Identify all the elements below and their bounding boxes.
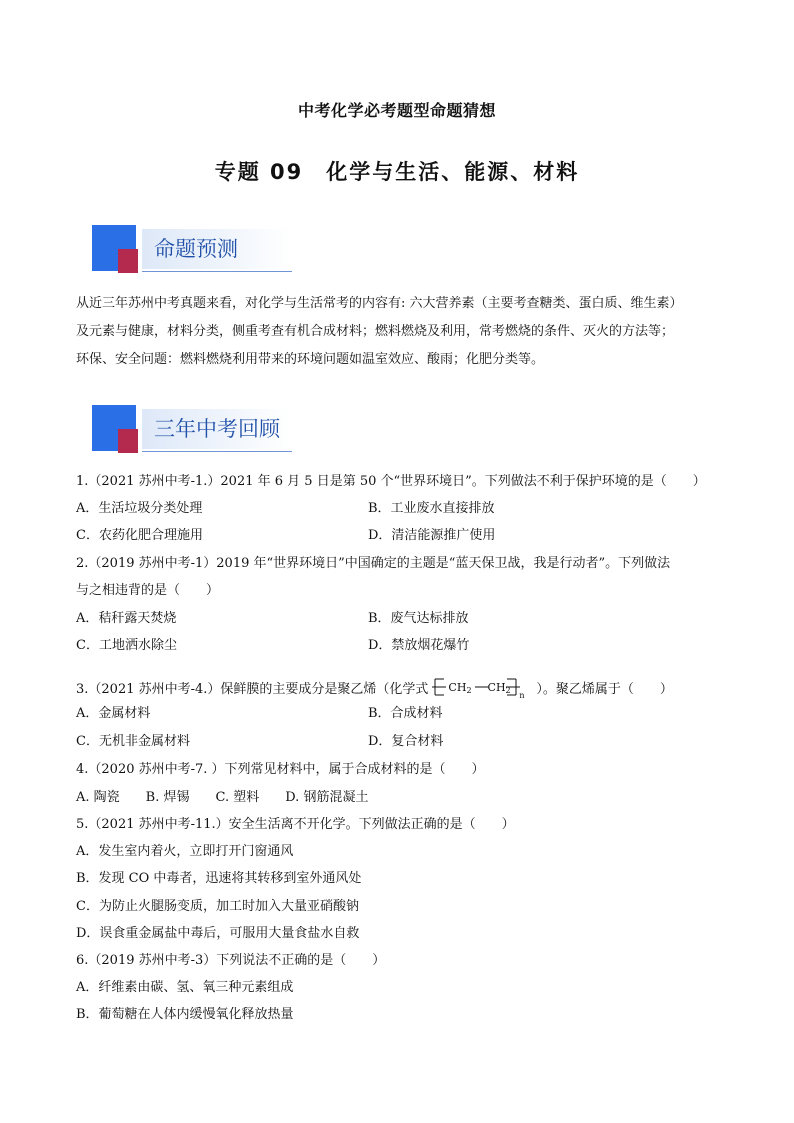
option-a: A．发生室内着火，立即打开门窗通风 [76,844,294,859]
formula-repeat-n: n [519,691,525,700]
option-d: D．误食重金属盐中毒后，可服用大量食盐水自救 [76,926,360,941]
formula-left-subscript: 2 [466,686,472,695]
section-heading: 三年中考回顾 [154,417,280,441]
option-a: A．秸秆露天焚烧 [76,611,177,626]
question-stem: 1.（2021 苏州中考-1.）2021 年 6 月 5 日是第 50 个“世界环境日”。下列做法不利于保护环境的是（ ） [76,474,706,489]
option-a: A．生活垃圾分类处理 [76,501,203,516]
banner-underline [142,271,292,272]
question-stem: 5.（2021 苏州中考-11.）安全生活离不开化学。下列做法正确的是（ ） [76,817,515,832]
option-d: D．禁放烟花爆竹 [368,638,470,653]
intro-paragraph [76,290,724,374]
banner-red-block [118,249,138,273]
option-d: D．复合材料 [368,734,444,749]
option-b: B．工业废水直接排放 [368,501,495,516]
option-a: A．纤维素由碳、氢、氧三种元素组成 [76,980,294,995]
section-banner-prediction [90,225,300,281]
document-subtitle: 专题 09 化学与生活、能源、材料 [214,160,580,184]
formula-left-group: CH [448,681,467,694]
question-stem: 4.（2020 苏州中考-7. ）下列常见材料中，属于合成材料的是（ ） [76,762,485,777]
inline-options: A. 陶瓷 B. 焊锡 C. 塑料 D. 钢筋混凝土 [76,790,369,805]
banner-underline [142,451,292,452]
question-stem: 2.（2019 苏州中考-1）2019 年“世界环境日”中国确定的主题是“蓝天保卫战，我是行动者”。下列做法 [76,556,671,571]
banner-red-block [118,429,138,453]
option-d: D．清洁能源推广使用 [368,528,496,543]
section-banner-review [90,405,300,461]
option-b: B．废气达标排放 [368,611,469,626]
option-b: B．合成材料 [368,706,443,721]
intro-line: 从近三年苏州中考真题来看，对化学与生活常考的内容有: 六大营养素（主要考查糖类、蛋白质、维生素） [76,296,683,311]
question-stem: 6.（2019 苏州中考-3）下列说法不正确的是（ ） [76,953,386,968]
question-stem [76,677,673,699]
option-c: C．农药化肥合理施用 [76,528,203,543]
question-stem-continued: 与之相违背的是（ ） [76,583,220,598]
option-c: C．为防止火腿肠变质，加工时加入大量亚硝酸钠 [76,899,359,914]
section-heading: 命题预测 [154,237,238,261]
option-b: B．葡萄糖在人体内缓慢氧化释放热量 [76,1007,294,1022]
option-a: A．金属材料 [76,706,151,721]
option-b: B．发现 CO 中毒者，迅速将其转移到室外通风处 [76,871,362,886]
formula-right-subscript: 2 [505,686,511,695]
option-c: C．工地洒水除尘 [76,638,177,653]
polyethylene-formula [432,677,532,700]
intro-line: 环保、安全问题：燃料燃烧利用带来的环境问题如温室效应、酸雨；化肥分类等。 [76,352,545,367]
option-c: C．无机非金属材料 [76,734,190,749]
formula-text [448,679,510,700]
formula-right-group: CH [487,681,506,694]
stem-before-formula: 3.（2021 苏州中考-4.）保鲜膜的主要成分是聚乙烯（化学式 [76,682,429,697]
intro-line: 及元素与健康，材料分类，侧重考查有机合成材料；燃料燃烧及利用，常考燃烧的条件、灭火的方法等； [76,324,675,339]
document-title: 中考化学必考题型命题猜想 [297,101,496,120]
stem-after-formula: ）。聚乙烯属于（ ） [536,682,673,697]
